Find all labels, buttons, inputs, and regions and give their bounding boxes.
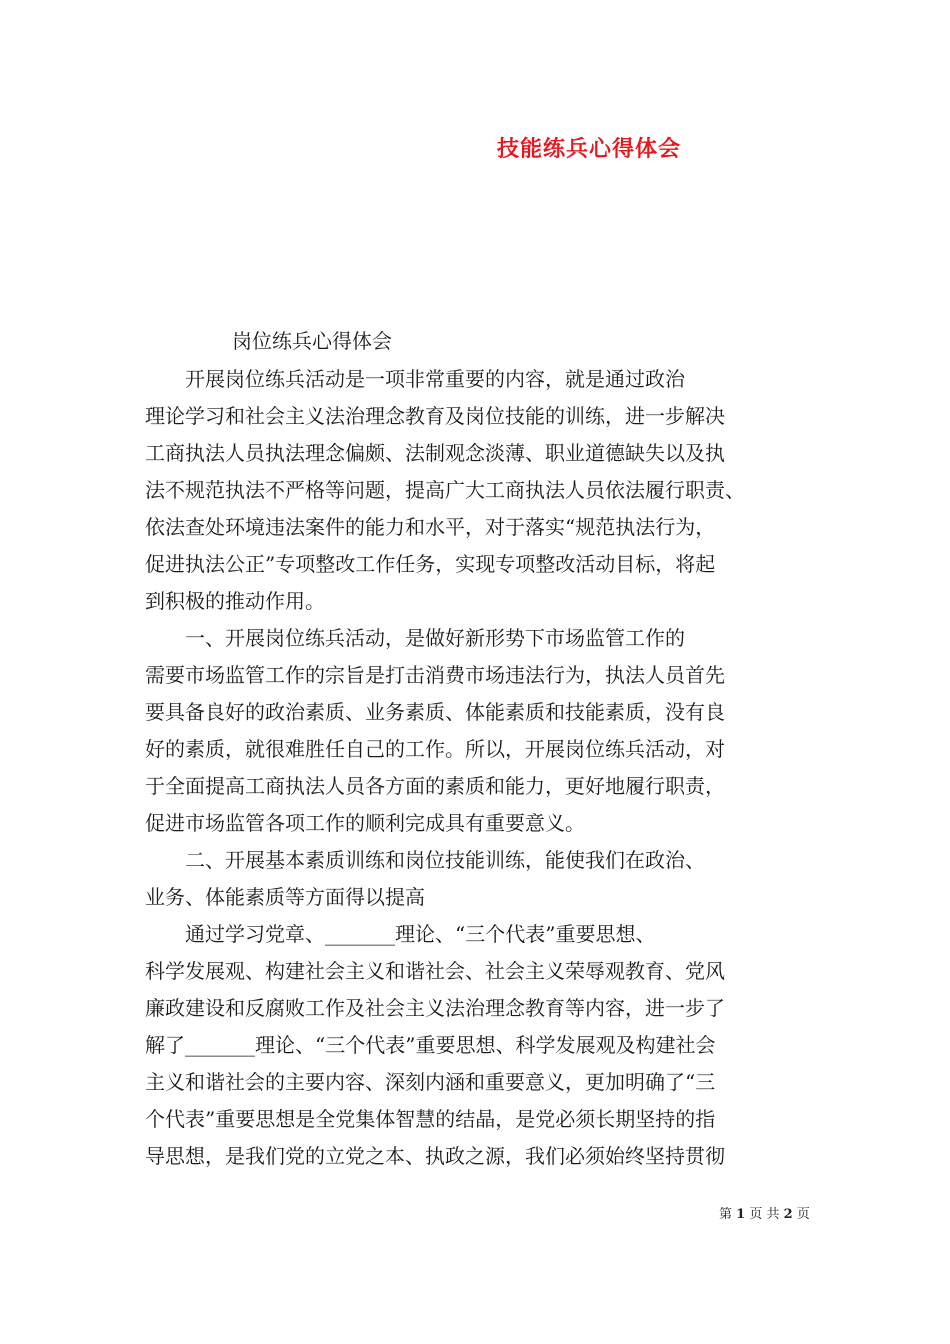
footer-prefix: 第 bbox=[719, 1207, 733, 1222]
body-line: 开展岗位练兵活动是一项非常重要的内容，就是通过政治 bbox=[145, 367, 685, 391]
body-line: 要具备良好的政治素质、业务素质、体能素质和技能素质，没有良 bbox=[145, 700, 725, 724]
body-line: 二、开展基本素质训练和岗位技能训练，能使我们在政治、 bbox=[145, 848, 705, 872]
body-line: 科学发展观、构建社会主义和谐社会、社会主义荣辱观教育、党风 bbox=[145, 959, 725, 983]
body-line: 一、开展岗位练兵活动，是做好新形势下市场监管工作的 bbox=[145, 626, 685, 650]
body-line: 导思想，是我们党的立党之本、执政之源，我们必须始终坚持贯彻 bbox=[145, 1144, 725, 1168]
body-line: 解了_______理论、“三个代表”重要思想、科学发展观及构建社会 bbox=[145, 1033, 716, 1057]
footer-total-pages: 2 bbox=[783, 1207, 793, 1222]
body-line: 法不规范执法不严格等问题，提高广大工商执法人员依法履行职责、 bbox=[145, 478, 745, 502]
body-line: 理论学习和社会主义法治理念教育及岗位技能的训练，进一步解决 bbox=[145, 404, 725, 428]
footer-current-page: 1 bbox=[736, 1207, 746, 1222]
document-subtitle: 岗位练兵心得体会 bbox=[232, 329, 392, 353]
body-line: 个代表”重要思想是全党集体智慧的结晶，是党必须长期坚持的指 bbox=[145, 1107, 716, 1131]
body-line: 需要市场监管工作的宗旨是打击消费市场违法行为，执法人员首先 bbox=[145, 663, 725, 687]
body-line: 好的素质，就很难胜任自己的工作。所以，开展岗位练兵活动，对 bbox=[145, 737, 725, 761]
body-line: 主义和谐社会的主要内容、深刻内涵和重要意义，更加明确了“三 bbox=[145, 1070, 716, 1094]
body-line: 到积极的推动作用。 bbox=[145, 589, 325, 613]
body-line: 于全面提高工商执法人员各方面的素质和能力，更好地履行职责， bbox=[145, 774, 725, 798]
page-footer bbox=[719, 1203, 810, 1222]
body-line: 业务、体能素质等方面得以提高 bbox=[145, 885, 425, 909]
body-line: 促进市场监管各项工作的顺利完成具有重要意义。 bbox=[145, 811, 585, 835]
body-line: 工商执法人员执法理念偏颇、法制观念淡薄、职业道德缺失以及执 bbox=[145, 441, 725, 465]
footer-middle: 页 共 bbox=[749, 1207, 780, 1222]
body-line: 促进执法公正”专项整改工作任务，实现专项整改活动目标，将起 bbox=[145, 552, 716, 576]
footer-suffix: 页 bbox=[796, 1207, 810, 1222]
body-line: 廉政建设和反腐败工作及社会主义法治理念教育等内容，进一步了 bbox=[145, 996, 725, 1020]
document-title: 技能练兵心得体会 bbox=[496, 136, 681, 162]
body-line: 依法查处环境违法案件的能力和水平，对于落实“规范执法行为， bbox=[145, 515, 716, 539]
body-line: 通过学习党章、_______理论、“三个代表”重要思想、 bbox=[145, 922, 656, 946]
